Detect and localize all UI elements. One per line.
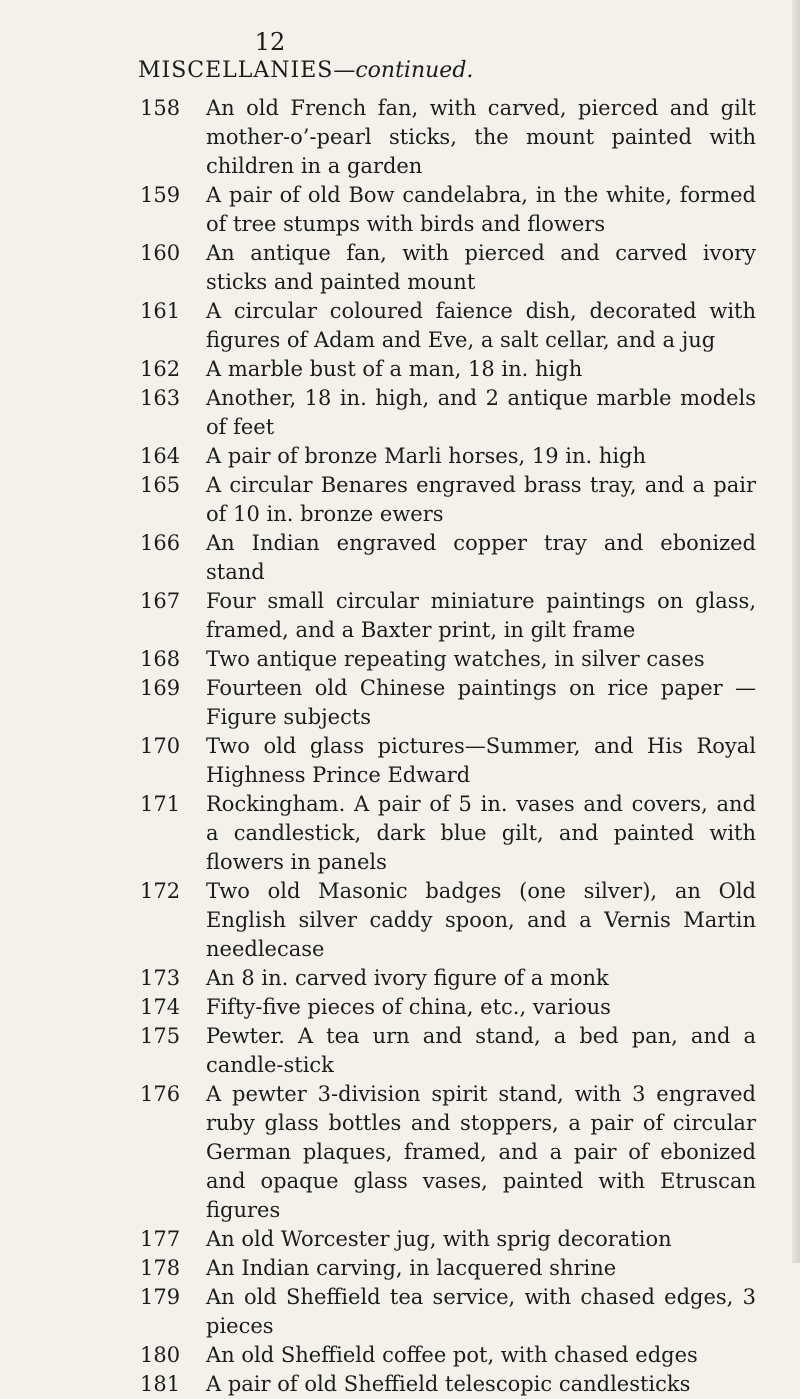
- catalogue-entry-170: [140, 732, 790, 790]
- lot-description: Two old glass pictures—Summer, and His Royal Highness Prince Edward: [206, 734, 756, 787]
- catalogue-entry-163: [140, 384, 790, 442]
- lot-number: 164: [140, 444, 181, 468]
- lot-description: An 8 in. carved ivory figure of a monk: [206, 966, 609, 990]
- lot-number: 178: [140, 1256, 181, 1280]
- lot-number: 177: [140, 1227, 181, 1251]
- lot-number: 179: [140, 1285, 181, 1309]
- catalogue-list: [140, 94, 790, 1399]
- lot-number: 161: [140, 299, 181, 323]
- catalogue-entry-174: [140, 993, 790, 1022]
- lot-description: Fourteen old Chinese paintings on rice paper — Figure subjects: [206, 676, 756, 729]
- lot-number: 158: [140, 96, 181, 120]
- lot-number: 173: [140, 966, 181, 990]
- lot-description: An Indian engraved copper tray and ebonized stand: [206, 531, 756, 584]
- lot-number: 175: [140, 1024, 181, 1048]
- catalogue-entry-160: [140, 239, 790, 297]
- lot-description: A circular coloured faience dish, decorated with figures of Adam and Eve, a salt cellar, and a jug: [206, 299, 756, 352]
- section-title-text: MISCELLANIES: [138, 58, 334, 83]
- page-number: 12: [254, 28, 286, 56]
- lot-description: Four small circular miniature paintings on glass, framed, and a Baxter print, in gilt frame: [206, 589, 756, 642]
- catalogue-entry-181: [140, 1370, 790, 1399]
- lot-description: Pewter. A tea urn and stand, a bed pan, and a candle-stick: [206, 1024, 756, 1077]
- lot-description: A pair of old Sheffield telescopic candlesticks: [206, 1372, 691, 1396]
- catalogue-entry-171: [140, 790, 790, 877]
- catalogue-entry-173: [140, 964, 790, 993]
- lot-number: 170: [140, 734, 181, 758]
- catalogue-entry-178: [140, 1254, 790, 1283]
- lot-number: 174: [140, 995, 181, 1019]
- catalogue-entry-180: [140, 1341, 790, 1370]
- catalogue-entry-176: [140, 1080, 790, 1225]
- lot-description: Another, 18 in. high, and 2 antique marble models of feet: [206, 386, 756, 439]
- lot-number: 165: [140, 473, 181, 497]
- catalogue-entry-172: [140, 877, 790, 964]
- lot-number: 160: [140, 241, 181, 265]
- catalogue-entry-159: [140, 181, 790, 239]
- lot-description: An old Sheffield tea service, with chased edges, 3 pieces: [206, 1285, 756, 1338]
- lot-number: 163: [140, 386, 181, 410]
- catalogue-entry-175: [140, 1022, 790, 1080]
- lot-number: 159: [140, 183, 181, 207]
- catalogue-entry-179: [140, 1283, 790, 1341]
- catalogue-entry-165: [140, 471, 790, 529]
- lot-description: An old Worcester jug, with sprig decoration: [206, 1227, 672, 1251]
- catalogue-entry-168: [140, 645, 790, 674]
- lot-description: An Indian carving, in lacquered shrine: [206, 1256, 617, 1280]
- lot-description: A pair of old Bow candelabra, in the white, formed of tree stumps with birds and flowers: [206, 183, 756, 236]
- section-title: [138, 58, 658, 83]
- catalogue-entry-177: [140, 1225, 790, 1254]
- lot-number: 181: [140, 1372, 181, 1396]
- lot-number: 168: [140, 647, 181, 671]
- catalogue-entry-162: [140, 355, 790, 384]
- lot-number: 167: [140, 589, 181, 613]
- section-title-suffix: —continued.: [333, 58, 474, 83]
- catalogue-entry-169: [140, 674, 790, 732]
- lot-description: Two old Masonic badges (one silver), an Old English silver caddy spoon, and a Vernis Martin needlecase: [206, 879, 756, 961]
- lot-description: An old French fan, with carved, pierced and gilt mother-o’-pearl sticks, the mount painted with children in a garden: [206, 96, 756, 178]
- lot-description: A circular Benares engraved brass tray, and a pair of 10 in. bronze ewers: [206, 473, 756, 526]
- lot-description: A pewter 3-division spirit stand, with 3 engraved ruby glass bottles and stoppers, a pair of circular German plaques, framed, and a pair of ebonized and opaque glass vases, painted with Etruscan figures: [206, 1082, 756, 1222]
- catalogue-entry-167: [140, 587, 790, 645]
- lot-number: 176: [140, 1082, 181, 1106]
- lot-description: Fifty-five pieces of china, etc., various: [206, 995, 611, 1019]
- catalogue-entry-161: [140, 297, 790, 355]
- catalogue-entry-166: [140, 529, 790, 587]
- catalogue-entry-158: [140, 94, 790, 181]
- lot-number: 169: [140, 676, 181, 700]
- lot-description: Two antique repeating watches, in silver cases: [206, 647, 705, 671]
- lot-number: 180: [140, 1343, 181, 1367]
- page-edge: [792, 0, 800, 1263]
- lot-description: A marble bust of a man, 18 in. high: [206, 357, 583, 381]
- lot-number: 171: [140, 792, 181, 816]
- lot-description: An old Sheffield coffee pot, with chased edges: [206, 1343, 698, 1367]
- lot-description: A pair of bronze Marli horses, 19 in. high: [206, 444, 647, 468]
- lot-number: 166: [140, 531, 181, 555]
- lot-number: 172: [140, 879, 181, 903]
- lot-number: 162: [140, 357, 181, 381]
- lot-description: Rockingham. A pair of 5 in. vases and covers, and a candlestick, dark blue gilt, and painted with flowers in panels: [206, 792, 756, 874]
- lot-description: An antique fan, with pierced and carved ivory sticks and painted mount: [206, 241, 756, 294]
- catalogue-entry-164: [140, 442, 790, 471]
